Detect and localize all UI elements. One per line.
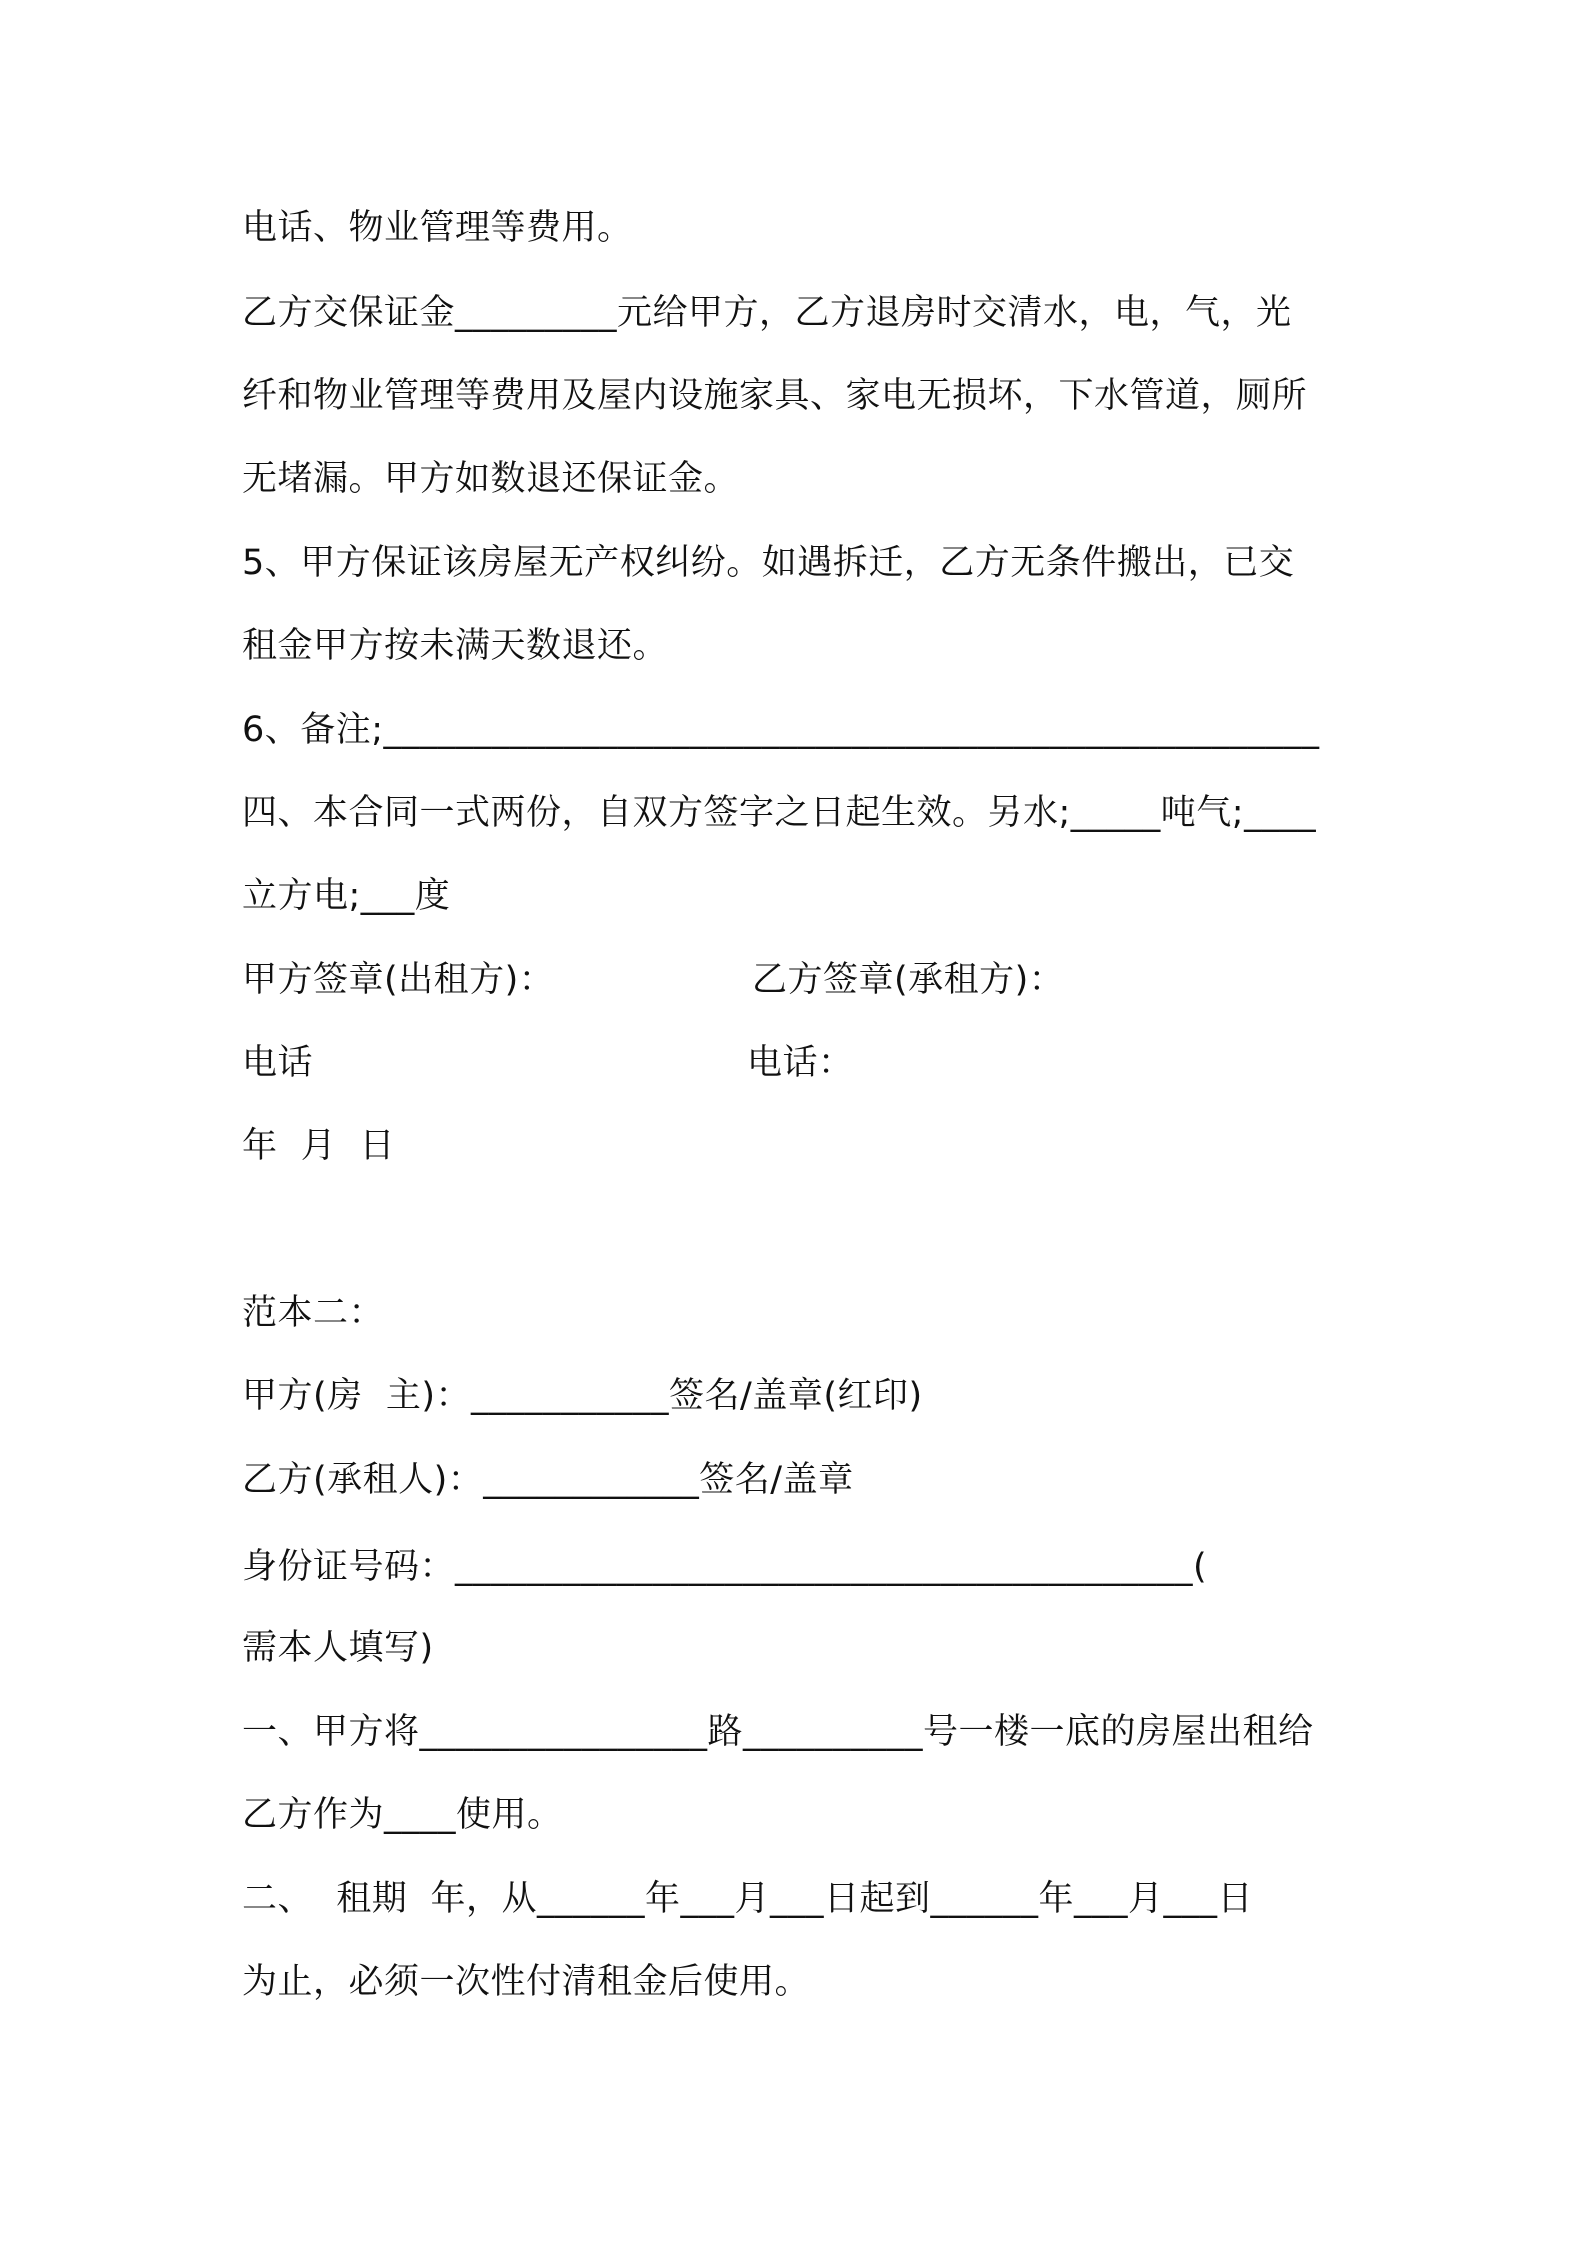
deposit-line-2: 纤和物业管理等费用及屋内设施家具、家电无损坏，下水管道，厕所 [242,376,1308,416]
clause-5-line-1: 5、甲方保证该房屋无产权纠纷。如遇拆迁，乙方无条件搬出，已交 [242,543,1295,583]
article-one-line-1: 一、甲方将________________路__________号一楼一底的房屋出租给 [242,1712,1314,1752]
date-line: 年 月 日 [242,1126,396,1166]
clause-5-line-2: 租金甲方按未满天数退还。 [242,626,669,666]
article-one-line-2: 乙方作为____使用。 [242,1795,563,1835]
landlord-signature-label: 甲方签章(出租方)： [242,960,555,1000]
fee-continuation-line: 电话、物业管理等费用。 [242,208,633,248]
clause-6-remarks: 6、备注;____________________________________________________ [242,710,1320,750]
clause-four-line-1: 四、本合同一式两份，自双方签字之日起生效。另水;_____吨气;____ [242,793,1317,833]
party-b-line: 乙方(承租人)：____________签名/盖章 [242,1460,854,1500]
landlord-phone-label: 电话 [242,1043,314,1083]
article-two-line-1: 二、 租期 年，从______年___月___日起到______年___月___日 [242,1879,1254,1919]
deposit-line-1: 乙方交保证金_________元给甲方，乙方退房时交清水，电，气，光 [242,293,1292,333]
article-two-line-2: 为止，必须一次性付清租金后使用。 [242,1962,811,2002]
id-number-line: 身份证号码：_________________________________________( [242,1547,1208,1587]
template-two-heading: 范本二： [242,1293,385,1333]
clause-four-line-2: 立方电;___度 [242,876,451,916]
deposit-line-3: 无堵漏。甲方如数退还保证金。 [242,459,740,499]
phone-row [242,1041,1362,1085]
tenant-phone-label: 电话： [747,1043,854,1083]
tenant-signature-label: 乙方签章(承租方)： [752,960,1065,1000]
party-a-line: 甲方(房 主)：___________签名/盖章(红印) [242,1376,923,1416]
id-number-note: 需本人填写) [242,1628,434,1668]
signature-row [242,958,1362,1002]
